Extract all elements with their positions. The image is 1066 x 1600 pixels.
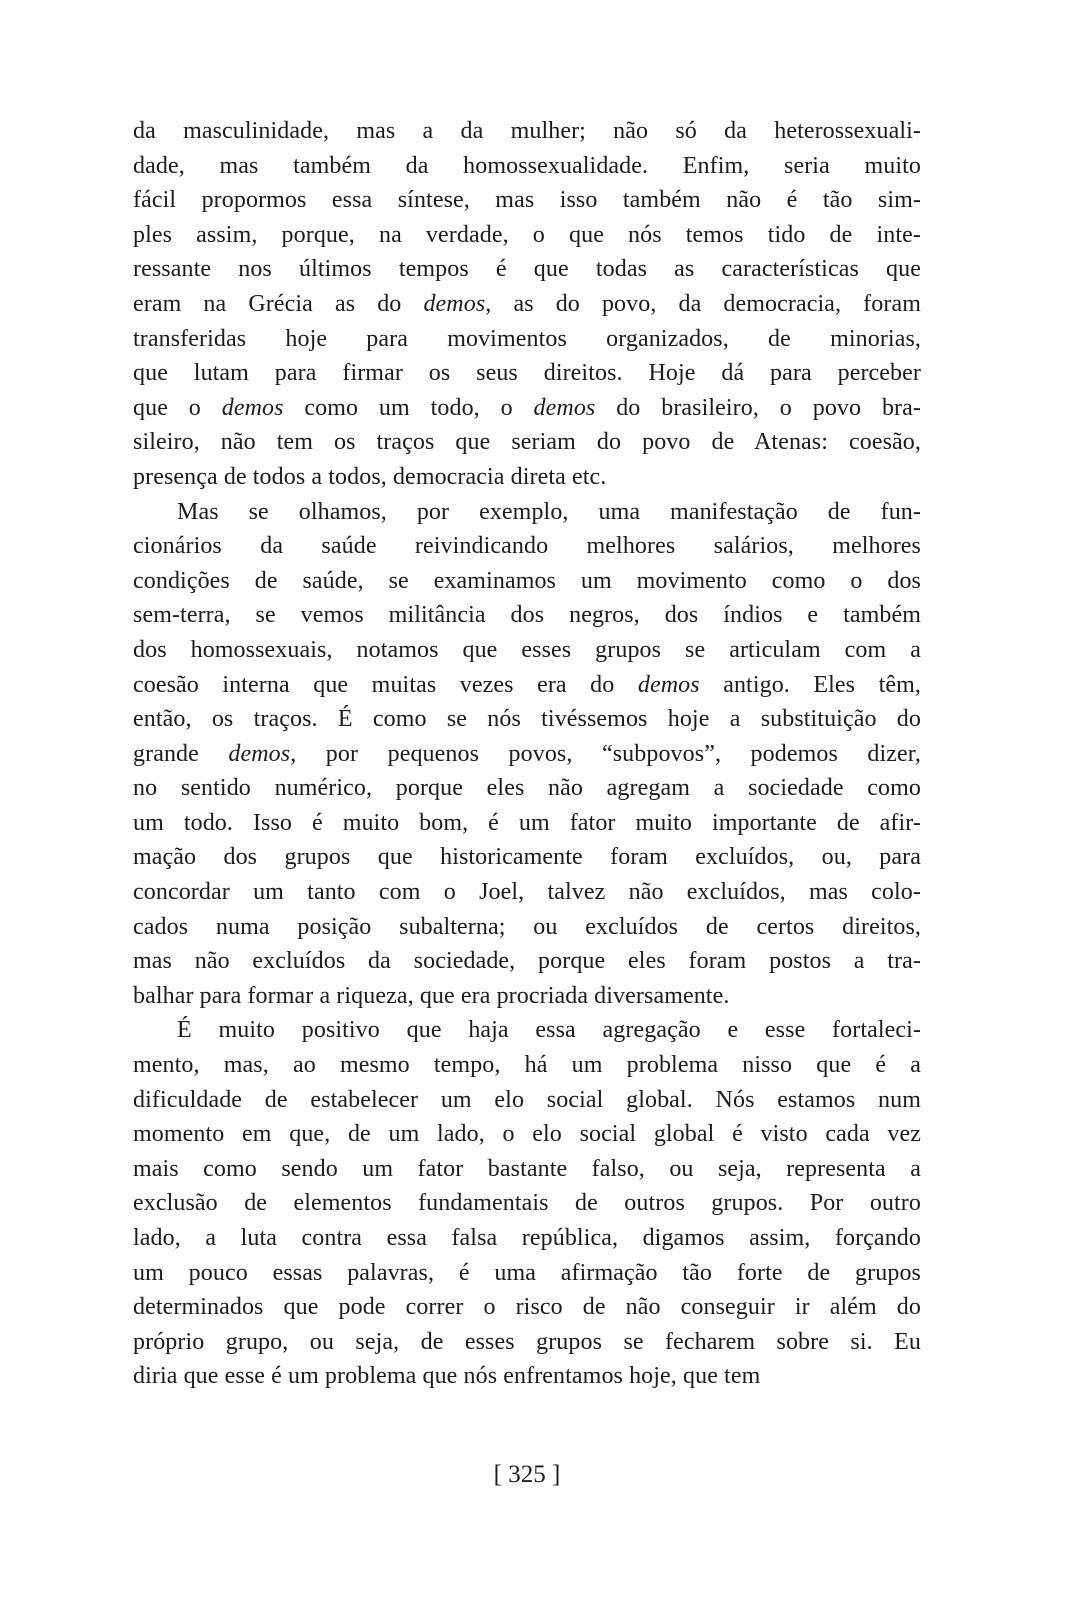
text-line: mação dos grupos que historicamente foram excluídos, ou, para (133, 844, 921, 871)
page-number: [ 325 ] (493, 1461, 561, 1488)
text-line: da masculinidade, mas a da mulher; não só da heterossexuali- (133, 118, 921, 144)
text-line: dos homossexuais, notamos que esses grupos se articulam com a (133, 636, 921, 663)
text-line: determinados que pode correr o risco de não conseguir ir além do (133, 1294, 921, 1321)
paragraph-3 (133, 1013, 921, 1394)
text-line: eram na Grécia as do demos, as do povo, da democracia, foram (133, 290, 921, 317)
text-line: mais como sendo um fator bastante falso, ou seja, representa a (133, 1155, 921, 1182)
text-line: um todo. Isso é muito bom, é um fator muito importante de afir- (133, 809, 921, 836)
paragraph-2 (133, 495, 921, 1014)
text-line: exclusão de elementos fundamentais de outros grupos. Por outro (133, 1190, 921, 1217)
text-line: Mas se olhamos, por exemplo, uma manifestação de fun- (177, 498, 921, 525)
text-line: momento em que, de um lado, o elo social global é visto cada vez (133, 1121, 921, 1148)
text-line: ressante nos últimos tempos é que todas as características que (133, 256, 921, 283)
body-text (133, 114, 921, 1394)
text-line: mas não excluídos da sociedade, porque eles foram postos a tra- (133, 948, 921, 975)
text-line: condições de saúde, se examinamos um movimento como o dos (133, 567, 921, 594)
text-line: que lutam para firmar os seus direitos. Hoje dá para perceber (133, 360, 921, 387)
text-line: grande demos, por pequenos povos, “subpovos”, podemos dizer, (133, 740, 921, 767)
paragraph-1 (133, 114, 921, 495)
text-line: cionários da saúde reivindicando melhores salários, melhores (133, 533, 921, 560)
text-line: no sentido numérico, porque eles não agregam a sociedade como (133, 775, 921, 802)
text-line: sileiro, não tem os traços que seriam do povo de Atenas: coesão, (133, 429, 921, 456)
text-line: um pouco essas palavras, é uma afirmação tão forte de grupos (133, 1259, 921, 1286)
text-line: presença de todos a todos, democracia direta etc. (133, 463, 607, 490)
text-line: fácil propormos essa síntese, mas isso também não é tão sim- (133, 187, 921, 214)
text-line: mento, mas, ao mesmo tempo, há um problema nisso que é a (133, 1052, 921, 1079)
text-line: É muito positivo que haja essa agregação e esse fortaleci- (177, 1017, 921, 1044)
text-line: lado, a luta contra essa falsa república, digamos assim, forçando (133, 1225, 921, 1251)
text-line: próprio grupo, ou seja, de esses grupos se fecharem sobre si. Eu (133, 1328, 921, 1355)
text-line: que o demos como um todo, o demos do brasileiro, o povo bra- (133, 394, 921, 421)
text-line: concordar um tanto com o Joel, talvez não excluídos, mas colo- (133, 879, 921, 906)
text-line: cados numa posição subalterna; ou excluídos de certos direitos, (133, 913, 921, 940)
text-line: ples assim, porque, na verdade, o que nós temos tido de inte- (133, 221, 921, 248)
text-line: dade, mas também da homossexualidade. Enfim, seria muito (133, 152, 921, 179)
text-line: transferidas hoje para movimentos organizados, de minorias, (133, 325, 921, 352)
text-line: sem-terra, se vemos militância dos negros, dos índios e também (133, 602, 921, 629)
text-line: balhar para formar a riqueza, que era procriada diversamente. (133, 982, 730, 1009)
text-line: então, os traços. É como se nós tivéssemos hoje a substituição do (133, 706, 921, 733)
text-line: diria que esse é um problema que nós enfrentamos hoje, que tem (133, 1363, 761, 1390)
text-line: coesão interna que muitas vezes era do demos antigo. Eles têm, (133, 671, 921, 698)
text-line: dificuldade de estabelecer um elo social global. Nós estamos num (133, 1086, 921, 1113)
